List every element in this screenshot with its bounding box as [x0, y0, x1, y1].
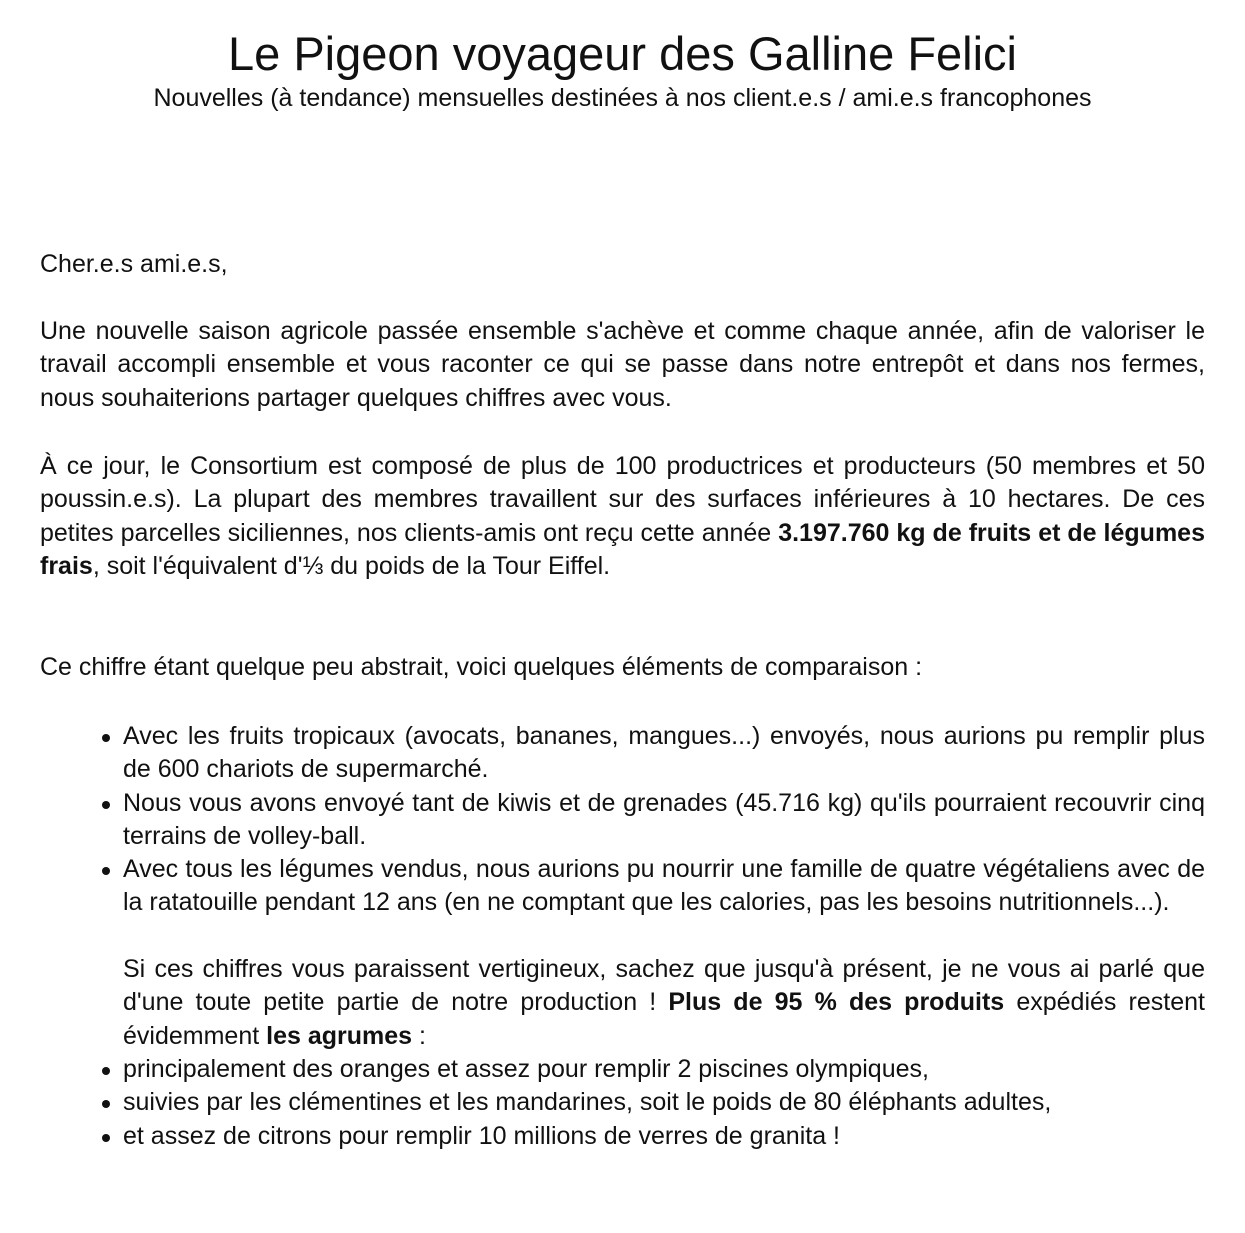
list-item-text: principalement des oranges et assez pour remplir 2 piscines olympiques, [123, 1054, 929, 1083]
list-item [40, 1086, 1205, 1119]
list-item-text: et assez de citrons pour remplir 10 millions de verres de granita ! [123, 1121, 840, 1150]
note-text-2: expédiés restent évidemment [123, 988, 1205, 1050]
list-item [40, 1053, 1205, 1086]
list-item [40, 853, 1205, 920]
list-item-text: Avec tous les légumes vendus, nous aurions pu nourrir une famille de quatre végétaliens avec de la ratatouille pendant 12 ans (en ne comptant que les calories, pas les besoins nutritionnels...). [123, 855, 1205, 917]
bullet-icon [102, 1134, 110, 1142]
note-text-1: Si ces chiffres vous paraissent vertigineux, sachez que jusqu'à présent, je ne vous ai parlé que d'une toute petite partie de notre production ! [123, 955, 1205, 1017]
note-highlight-1: Plus de 95 % des produits [668, 988, 1005, 1017]
list-item [40, 787, 1205, 854]
note-text-3: : [412, 1021, 426, 1050]
list-item-text: Nous vous avons envoyé tant de kiwis et de grenades (45.716 kg) qu'ils pourraient recouvrir cinq terrains de volley-ball. [123, 788, 1205, 850]
list-item-text: suivies par les clémentines et les mandarines, soit le poids de 80 éléphants adultes, [123, 1088, 1052, 1117]
note-highlight-2: les agrumes [266, 1021, 413, 1050]
consortium-text-start: À ce jour, le Consortium est composé de plus de 100 productrices et producteurs (50 membres et 50 poussin.e.s). La plupart des membres travaillent sur des surfaces inférieures à 10 hectares. De ces petites parcelles siciliennes, nos clients-amis ont reçu cette année [40, 452, 1205, 547]
list-item [40, 1120, 1205, 1153]
page-title: Le Pigeon voyageur des Galline Felici [227, 27, 1018, 80]
page-subtitle: Nouvelles (à tendance) mensuelles destinées à nos client.e.s / ami.e.s francophones [153, 84, 1092, 112]
consortium-text-end: , soit l'équivalent d'⅓ du poids de la Tour Eiffel. [92, 551, 611, 580]
bullet-icon [102, 1067, 110, 1075]
list-item [40, 720, 1205, 787]
greeting: Cher.e.s ami.e.s, [40, 250, 228, 278]
bullet-icon [102, 1100, 110, 1108]
total-weight-highlight: 3.197.760 kg de fruits et de légumes frais [40, 518, 1205, 580]
bullet-icon [102, 867, 110, 875]
comparison-list [40, 720, 1205, 1153]
consortium-paragraph [40, 450, 1205, 583]
list-item-text: Avec les fruits tropicaux (avocats, bananes, mangues...) envoyés, nous aurions pu remplir plus de 600 chariots de supermarché. [123, 722, 1205, 784]
intro-paragraph: Une nouvelle saison agricole passée ensemble s'achève et comme chaque année, afin de valoriser le travail accompli ensemble et vous raconter ce qui se passe dans notre entrepôt et dans nos fermes, nous souhaiterions partager quelques chiffres avec vous. [40, 317, 1205, 412]
citrus-note [40, 953, 1205, 1053]
bullet-icon [102, 801, 110, 809]
bullet-icon [102, 734, 110, 742]
comparison-intro: Ce chiffre étant quelque peu abstrait, voici quelques éléments de comparaison : [40, 653, 923, 681]
newsletter-page [40, 0, 1205, 1150]
